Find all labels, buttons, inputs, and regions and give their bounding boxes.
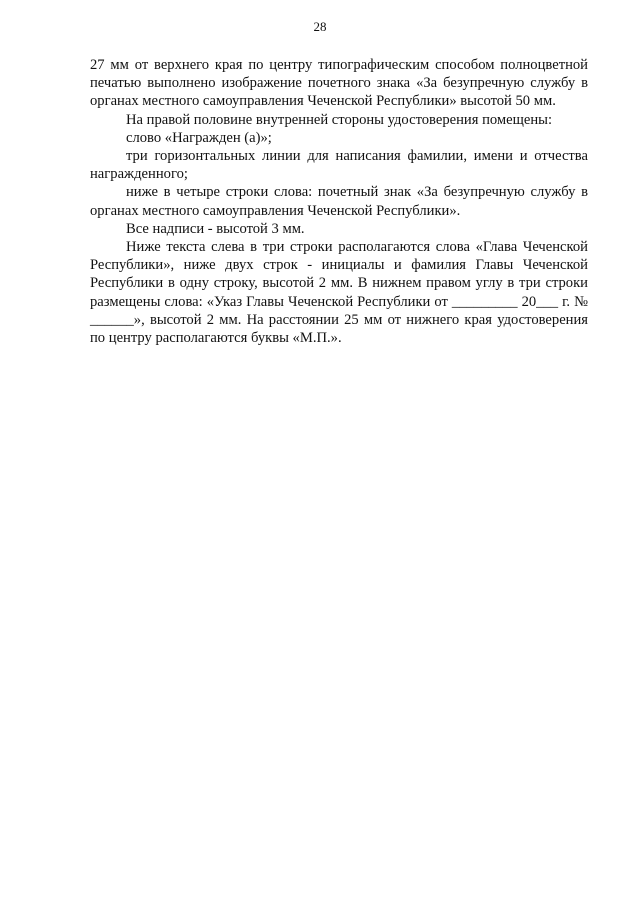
paragraph-horizontal-lines: три горизонтальных линии для написания фамилии, имени и отчества награжденного; bbox=[90, 148, 588, 183]
paragraph-awarded-word: слово «Награжден (а)»; bbox=[126, 129, 272, 146]
page-number: 28 bbox=[313, 19, 327, 34]
paragraph-right-half-intro: На правой половине внутренней стороны удостоверения помещены: bbox=[126, 111, 553, 128]
paragraph-continued-description: 27 мм от верхнего края по центру типографическим способом полноцветной печатью выполнено изображение почетного знака «За безупречную службу в органах местного самоуправления Чеченской Республики» высотой 50 мм. bbox=[90, 57, 588, 110]
paragraph-all-inscriptions: Все надписи - высотой 3 мм. bbox=[126, 220, 305, 237]
document-body bbox=[90, 56, 588, 347]
paragraph-four-lines: ниже в четыре строки слова: почетный знак «За безупречную службу в органах местного самоуправления Чеченской Республики». bbox=[90, 184, 588, 219]
paragraph-signature-block: Ниже текста слева в три строки располагаются слова «Глава Чеченской Республики», ниже двух строк - инициалы и фамилия Главы Чеченской Республики в одну строку, высотой 2 мм. В нижнем правом углу в три строки размещены слова: «Указ Главы Чеченской Республики от _________ 20___ г. № ______», высотой 2 мм. На расстоянии 25 мм от нижнего края удостоверения по центру располагаются буквы «М.П.». bbox=[90, 239, 588, 347]
